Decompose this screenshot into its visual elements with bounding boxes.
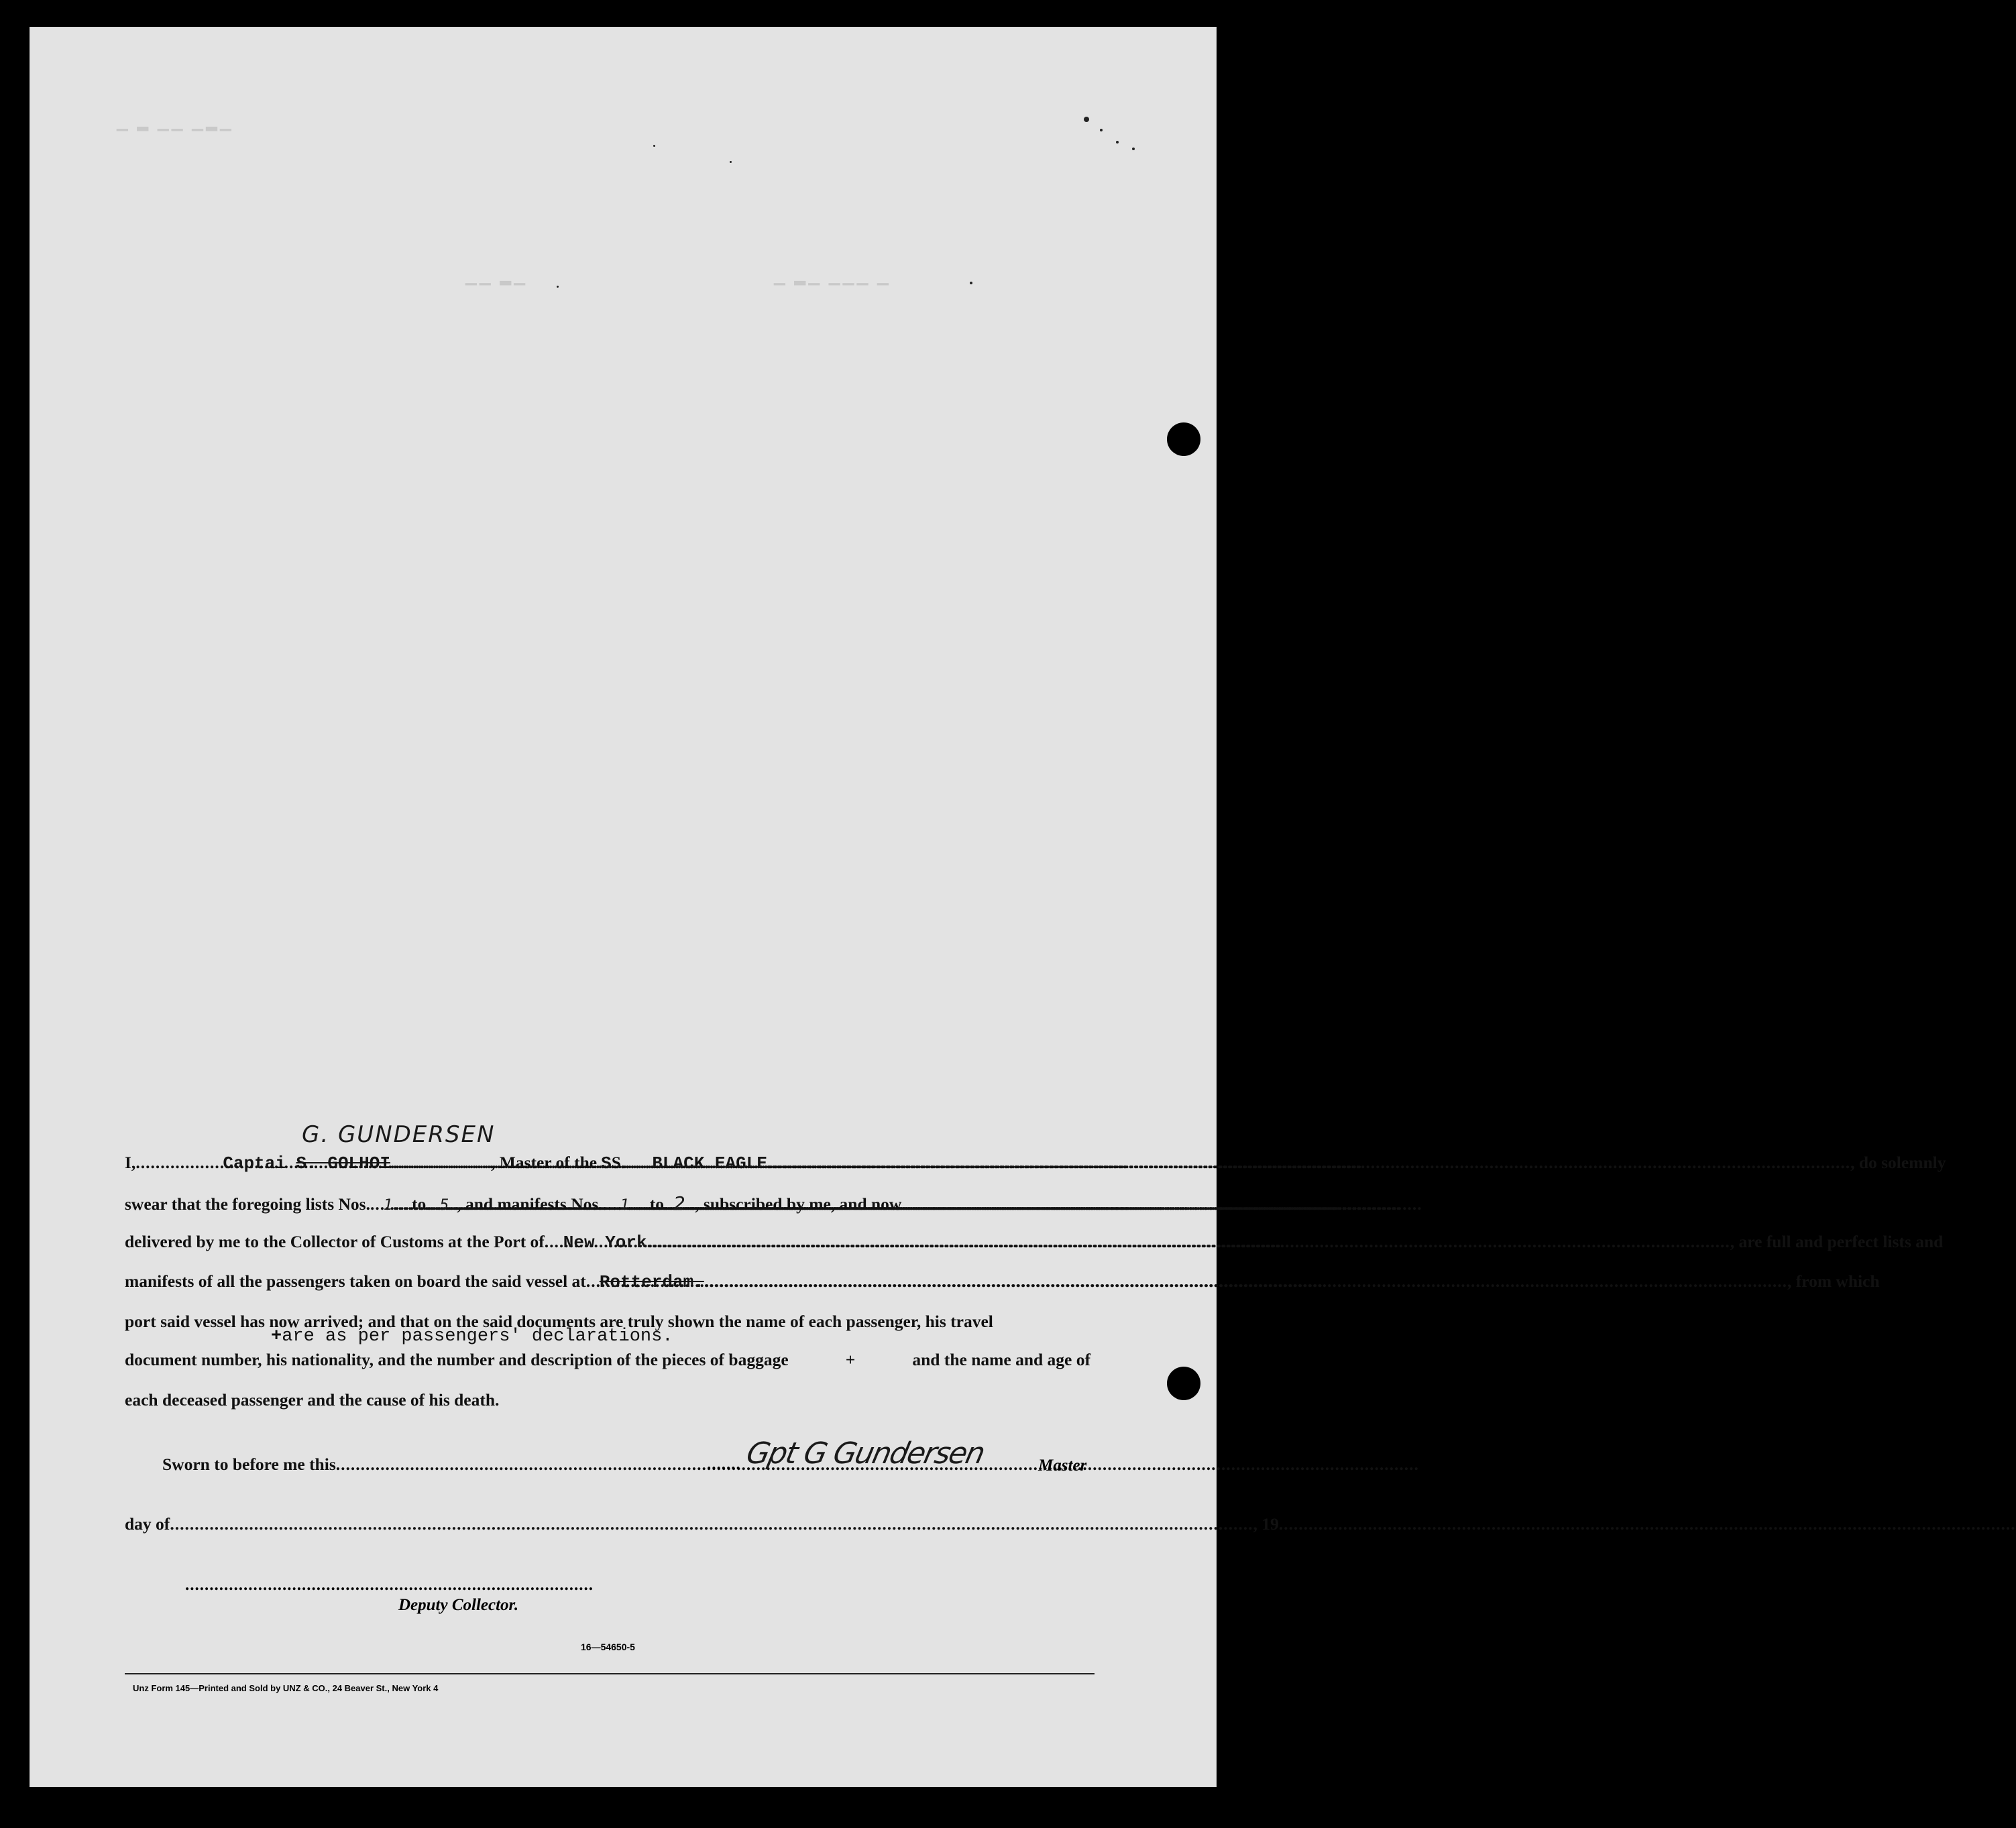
text-master-of-the: , Master of the	[490, 1153, 598, 1172]
sworn-line	[162, 1454, 551, 1481]
text-to: to	[649, 1194, 664, 1214]
text-i: I,	[125, 1153, 136, 1172]
declaration-line-1	[125, 1153, 1946, 1180]
ink-speck	[1084, 117, 1089, 122]
ink-speck	[1116, 141, 1119, 144]
text-solemnly: , do solemnly	[1850, 1153, 1946, 1172]
bleed-through-mark: ▁ ▂▁ ▁▁▁ ▁	[774, 268, 891, 285]
manifests-to: 2	[673, 1192, 685, 1214]
declaration-line-2	[125, 1192, 1090, 1219]
day-of-line	[125, 1514, 1279, 1541]
port-of-departure: Rotterdam.	[599, 1272, 704, 1292]
ss-mark: SS.	[601, 1153, 626, 1174]
text-year: , 19	[1253, 1514, 1279, 1534]
ink-speck	[730, 161, 732, 163]
punch-hole	[1167, 1367, 1200, 1400]
declaration-line-6	[125, 1350, 1090, 1377]
text-manifests-all: manifests of all the passengers taken on board the said vessel at	[125, 1271, 586, 1291]
text-deceased: each deceased passenger and the cause of his death.	[125, 1390, 500, 1410]
ink-speck	[970, 282, 972, 284]
typed-captain: Captai S. GOLHOI	[223, 1153, 390, 1174]
insertion-mark: +	[271, 1326, 282, 1347]
typed-insertion: +are as per passengers' declarations.	[271, 1326, 673, 1347]
footer-imprint: Unz Form 145—Printed and Sold by UNZ & CO., 24 Beaver St., New York 4	[133, 1683, 439, 1693]
text-from-which: , from which	[1787, 1271, 1880, 1291]
insertion-caret: +	[845, 1350, 856, 1369]
text-subscribed: ., subscribed by me, and now	[690, 1194, 902, 1214]
declaration-line-7	[125, 1390, 1090, 1417]
text-swear: swear that the foregoing lists Nos.	[125, 1194, 370, 1214]
text-name-age: and the name and age of	[912, 1350, 1090, 1369]
text-document-number: document number, his nationality, and the number and description of the pieces of baggage	[125, 1350, 789, 1369]
ink-speck	[557, 286, 559, 288]
master-signature: Gpt G Gundersen	[743, 1436, 987, 1471]
lists-from: 1	[383, 1197, 393, 1214]
ship-name: BLACK EAGLE	[652, 1153, 767, 1174]
text-to: to	[411, 1194, 427, 1214]
text-day-of: day of	[125, 1514, 170, 1534]
text-deputy-collector: Deputy Collector.	[398, 1596, 519, 1614]
ink-speck	[1132, 148, 1135, 150]
declaration-line-4	[125, 1271, 1880, 1298]
punch-hole	[1167, 422, 1200, 456]
deputy-dotted-line: ....................................................................................	[185, 1576, 594, 1594]
text-sworn: Sworn to before me this	[162, 1454, 336, 1474]
text-port-arrived: port said vessel has now arrived; and that on the said documents are truly shown the name of each passenger, his travel	[125, 1312, 993, 1331]
text-are-full: , are full and perfect lists and	[1730, 1232, 1944, 1251]
handwritten-captain-name: G. GUNDERSEN	[302, 1121, 496, 1148]
declaration-line-3	[125, 1232, 1944, 1259]
lists-to: 5	[439, 1197, 449, 1214]
master-signature-block: ....... Gpt G Gundersen Master	[707, 1436, 1087, 1475]
form-number: 16—54650-5	[581, 1642, 635, 1652]
footer-rule	[125, 1673, 1095, 1674]
text-and-manifests: , and manifests Nos.	[457, 1194, 603, 1214]
bleed-through-mark: ▁▁ ▂▁	[465, 268, 528, 285]
ink-speck	[1100, 129, 1103, 131]
manifests-from: 1	[620, 1197, 630, 1214]
struck-captain-name: S. GOLHOI	[296, 1153, 390, 1174]
ink-speck	[653, 145, 655, 147]
text-delivered: delivered by me to the Collector of Customs at the Port of	[125, 1232, 545, 1251]
bleed-through-mark: ▁ ▂ ▁▁ ▁▂▁	[117, 114, 234, 131]
port-of-arrival: New York	[563, 1233, 647, 1253]
text-master: Master	[1038, 1456, 1087, 1475]
